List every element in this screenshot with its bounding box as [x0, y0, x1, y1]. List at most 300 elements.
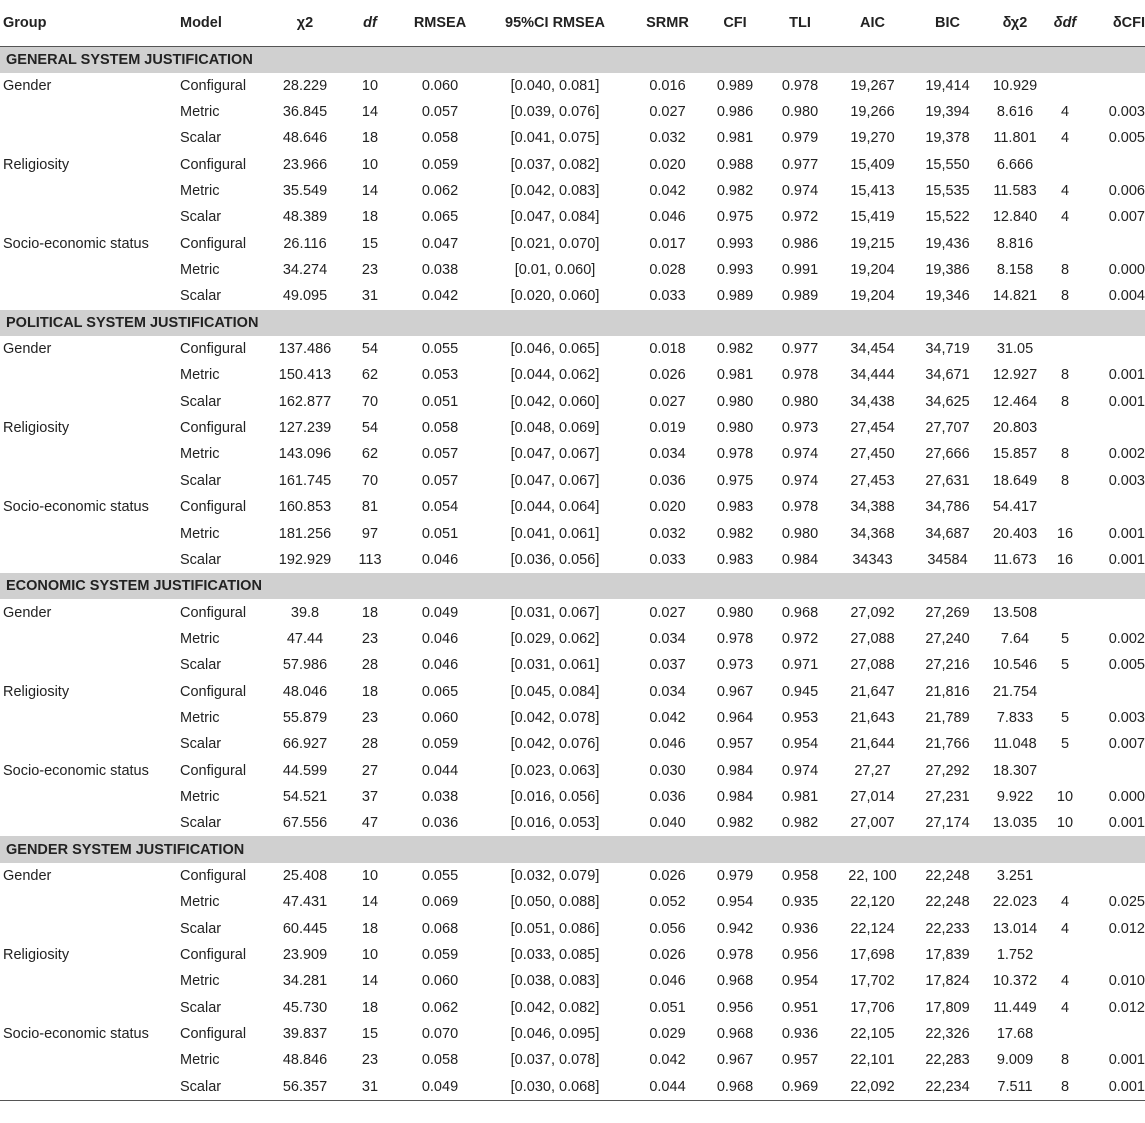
header-df: df [340, 0, 400, 46]
cell-delta-chi2: 22.023 [992, 894, 1038, 911]
cell-chi2: 127.239 [278, 420, 332, 437]
cell-delta-df [1045, 678, 1085, 704]
cell-srmr: 0.034 [649, 683, 686, 700]
cell-bic: 22,326 [925, 1026, 970, 1043]
cell-df: 14 [361, 183, 379, 200]
cell-df: 31 [361, 288, 379, 305]
cell-df: 15 [361, 235, 379, 252]
cell-ci-rmsea: [0.036, 0.056] [510, 551, 600, 568]
cell-tli: 0.978 [781, 499, 819, 516]
cell-df: 10 [361, 156, 379, 173]
table-row [0, 652, 1145, 678]
cell-cfi: 0.984 [716, 762, 754, 779]
cell-srmr: 0.040 [649, 815, 686, 832]
cell-cfi: 0.978 [716, 446, 754, 463]
cell-delta-df [1045, 415, 1085, 441]
cell-group [0, 389, 180, 415]
cell-model: Scalar [180, 999, 222, 1016]
cell-chi2: 47.431 [282, 894, 328, 911]
table-header [0, 0, 1145, 46]
cell-group [0, 916, 180, 942]
cell-cfi: 0.980 [716, 420, 754, 437]
cell-srmr: 0.029 [649, 1026, 686, 1043]
cell-group: Socio-economic status [3, 499, 149, 516]
cell-tli: 0.984 [781, 551, 819, 568]
cell-chi2: 49.095 [282, 288, 328, 305]
cell-df: 54 [361, 420, 379, 437]
cell-group: Socio-economic status [3, 1026, 149, 1043]
table-row [0, 757, 1145, 783]
cell-group [0, 178, 180, 204]
cell-bic: 22,248 [925, 894, 970, 911]
cell-chi2: 34.274 [282, 262, 328, 279]
cell-tli: 0.972 [781, 630, 819, 647]
cell-ci-rmsea: [0.016, 0.053] [510, 815, 600, 832]
cell-delta-df: 5 [1060, 736, 1070, 753]
table-row [0, 995, 1145, 1021]
cell-delta-chi2: 11.449 [993, 999, 1037, 1016]
cell-tli: 0.969 [765, 1074, 835, 1101]
cell-chi2: 39.8 [290, 604, 320, 621]
cell-tli: 0.974 [781, 472, 819, 489]
cell-group: Gender [3, 867, 52, 884]
cell-tli: 0.972 [781, 209, 819, 226]
table-row [0, 626, 1145, 652]
cell-srmr: 0.033 [649, 288, 686, 305]
cell-rmsea: 0.058 [421, 420, 459, 437]
cell-rmsea: 0.059 [421, 156, 459, 173]
table-row [0, 494, 1145, 520]
header-tli: TLI [765, 0, 835, 46]
cell-aic: 17,706 [850, 999, 895, 1016]
cell-bic: 34584 [927, 551, 968, 568]
cell-rmsea: 0.060 [421, 709, 459, 726]
cell-tli: 0.968 [781, 604, 819, 621]
table-row [0, 178, 1145, 204]
cell-delta-chi2: 10.546 [992, 657, 1038, 674]
cell-cfi: 0.978 [716, 630, 754, 647]
cell-tli: 0.978 [781, 367, 819, 384]
cell-model: Metric [180, 446, 220, 463]
cell-model: Scalar [180, 209, 222, 226]
cell-cfi: 0.981 [716, 367, 754, 384]
cell-ci-rmsea: [0.031, 0.067] [510, 604, 600, 621]
cell-tli: 0.953 [781, 709, 819, 726]
cell-delta-cfi: 0.002 [1108, 446, 1145, 463]
cell-delta-cfi: 0.003 [1108, 104, 1145, 121]
cell-rmsea: 0.046 [421, 657, 459, 674]
table-row [0, 1047, 1145, 1073]
cell-df: 15 [361, 1026, 379, 1043]
cell-bic: 27,231 [925, 788, 970, 805]
table-row [0, 863, 1145, 889]
cell-cfi: 0.956 [716, 999, 754, 1016]
cell-chi2: 48.646 [282, 130, 328, 147]
cell-cfi: 0.984 [716, 788, 754, 805]
cell-delta-cfi: 0.007 [1108, 736, 1145, 753]
cell-df: 23 [361, 1052, 379, 1069]
cell-srmr: 0.046 [649, 973, 686, 990]
cell-df: 18 [361, 130, 379, 147]
cell-bic: 15,550 [925, 156, 970, 173]
table-row [0, 152, 1145, 178]
cell-srmr: 0.028 [649, 262, 686, 279]
cell-srmr: 0.027 [649, 393, 686, 410]
cell-group [0, 257, 180, 283]
cell-aic: 27,088 [850, 630, 895, 647]
cell-aic: 21,643 [850, 709, 895, 726]
cell-rmsea: 0.051 [421, 393, 459, 410]
cell-cfi: 0.975 [716, 472, 754, 489]
cell-delta-chi2: 7.833 [996, 709, 1034, 726]
cell-tli: 0.974 [781, 183, 819, 200]
cell-rmsea: 0.057 [421, 446, 459, 463]
cell-bic: 22,248 [925, 867, 970, 884]
table-row [0, 968, 1145, 994]
cell-ci-rmsea: [0.020, 0.060] [510, 288, 600, 305]
cell-cfi: 0.968 [716, 973, 754, 990]
cell-cfi: 0.973 [716, 657, 754, 674]
cell-model: Scalar [180, 920, 222, 937]
cell-tli: 0.978 [781, 77, 819, 94]
cell-aic: 21,647 [850, 683, 895, 700]
cell-model: Configural [180, 156, 247, 173]
cell-aic: 19,204 [850, 262, 895, 279]
cell-ci-rmsea: [0.045, 0.084] [510, 683, 600, 700]
cell-cfi: 0.983 [716, 499, 754, 516]
cell-delta-chi2: 8.816 [996, 235, 1034, 252]
cell-tli: 0.980 [781, 104, 819, 121]
cell-rmsea: 0.058 [421, 1052, 459, 1069]
cell-df: 27 [361, 762, 379, 779]
cell-tli: 0.973 [781, 420, 819, 437]
cell-rmsea: 0.057 [421, 104, 459, 121]
cell-srmr: 0.042 [649, 183, 686, 200]
cell-group [0, 626, 180, 652]
cell-aic: 21,644 [850, 736, 895, 753]
table-row [0, 389, 1145, 415]
header-cfi: CFI [705, 0, 765, 46]
cell-delta-df: 8 [1060, 446, 1070, 463]
cell-delta-df [1045, 863, 1085, 889]
cell-srmr: 0.018 [649, 341, 686, 358]
section-title: GENERAL SYSTEM JUSTIFICATION [0, 46, 1145, 73]
cell-cfi: 0.967 [716, 1052, 754, 1069]
cell-model: Scalar [180, 130, 222, 147]
cell-bic: 27,216 [925, 657, 970, 674]
cell-delta-cfi [1085, 757, 1145, 783]
cell-tli: 0.954 [781, 736, 819, 753]
cell-bic: 19,386 [925, 262, 970, 279]
cell-chi2: 23.909 [282, 947, 328, 964]
section-title: GENDER SYSTEM JUSTIFICATION [0, 836, 1145, 862]
cell-ci-rmsea: [0.047, 0.067] [510, 446, 600, 463]
cell-bic: 21,766 [925, 736, 970, 753]
cell-srmr: 0.034 [649, 446, 686, 463]
cell-cfi: 0.964 [716, 709, 754, 726]
cell-delta-chi2: 8.616 [996, 104, 1034, 121]
cell-ci-rmsea: [0.029, 0.062] [510, 630, 600, 647]
cell-rmsea: 0.060 [421, 973, 459, 990]
cell-delta-chi2: 15.857 [992, 446, 1038, 463]
cell-delta-df: 8 [1060, 262, 1070, 279]
cell-group: Gender [3, 341, 52, 358]
cell-aic: 19,267 [850, 77, 895, 94]
cell-ci-rmsea: [0.033, 0.085] [510, 947, 600, 964]
cell-bic: 19,414 [925, 77, 970, 94]
cell-tli: 0.977 [781, 156, 819, 173]
cell-delta-cfi: 0.001 [1108, 551, 1145, 568]
cell-aic: 27,454 [850, 420, 895, 437]
cell-model: Metric [180, 1052, 220, 1069]
header-row [0, 0, 1145, 46]
cell-ci-rmsea: [0.037, 0.082] [510, 156, 600, 173]
cell-cfi: 0.957 [716, 736, 754, 753]
cell-delta-chi2: 18.649 [992, 472, 1038, 489]
cell-delta-chi2: 13.014 [992, 920, 1038, 937]
header-bic: BIC [910, 0, 985, 46]
cell-delta-chi2: 13.508 [992, 604, 1038, 621]
cell-tli: 0.986 [781, 235, 819, 252]
table-row [0, 283, 1145, 309]
cell-cfi: 0.980 [716, 604, 754, 621]
cell-delta-chi2: 1.752 [996, 947, 1034, 964]
cell-ci-rmsea: [0.030, 0.068] [480, 1074, 630, 1101]
cell-delta-chi2: 9.922 [996, 788, 1034, 805]
cell-chi2: 192.929 [278, 551, 332, 568]
cell-delta-cfi [1085, 152, 1145, 178]
cell-delta-chi2: 54.417 [992, 499, 1038, 516]
cell-delta-df: 10 [1056, 788, 1074, 805]
cell-rmsea: 0.059 [421, 947, 459, 964]
cell-cfi: 0.989 [716, 288, 754, 305]
cell-delta-df [1045, 336, 1085, 362]
table-row [0, 231, 1145, 257]
cell-aic: 19,266 [850, 104, 895, 121]
table-row [0, 415, 1145, 441]
cell-group: Religiosity [3, 156, 70, 173]
cell-cfi: 0.975 [716, 209, 754, 226]
cell-ci-rmsea: [0.032, 0.079] [510, 867, 600, 884]
cell-aic: 15,419 [850, 209, 895, 226]
cell-ci-rmsea: [0.01, 0.060] [514, 262, 596, 279]
cell-df: 62 [361, 446, 379, 463]
cell-ci-rmsea: [0.051, 0.086] [510, 920, 600, 937]
cell-bic: 22,283 [925, 1052, 970, 1069]
cell-delta-df: 4 [1060, 104, 1070, 121]
cell-srmr: 0.034 [649, 630, 686, 647]
section-title: ECONOMIC SYSTEM JUSTIFICATION [0, 573, 1145, 599]
cell-bic: 19,378 [925, 130, 970, 147]
section-header-row [0, 310, 1145, 336]
cell-group [0, 1074, 180, 1101]
cell-tli: 0.954 [781, 973, 819, 990]
cell-delta-df: 4 [1060, 894, 1070, 911]
cell-chi2: 137.486 [278, 341, 332, 358]
table-row [0, 916, 1145, 942]
cell-model: Metric [180, 709, 220, 726]
cell-model: Configural [180, 235, 247, 252]
cell-delta-cfi: 0.006 [1108, 183, 1145, 200]
cell-delta-df: 5 [1060, 709, 1070, 726]
cell-chi2: 35.549 [282, 183, 328, 200]
cell-cfi: 0.968 [705, 1074, 765, 1101]
cell-rmsea: 0.047 [421, 235, 459, 252]
cell-group: Socio-economic status [3, 235, 149, 252]
cell-chi2: 48.389 [282, 209, 328, 226]
cell-rmsea: 0.055 [421, 867, 459, 884]
cell-bic: 34,786 [925, 499, 970, 516]
cell-df: 18 [361, 683, 379, 700]
cell-aic: 22, 100 [848, 867, 897, 884]
cell-tli: 0.935 [781, 894, 819, 911]
cell-delta-chi2: 7.511 [985, 1074, 1045, 1101]
cell-tli: 0.951 [781, 999, 819, 1016]
cell-df: 28 [361, 736, 379, 753]
cell-srmr: 0.037 [649, 657, 686, 674]
cell-group [0, 968, 180, 994]
cell-cfi: 0.942 [716, 920, 754, 937]
cell-srmr: 0.019 [649, 420, 686, 437]
cell-model: Configural [180, 947, 247, 964]
cell-cfi: 0.986 [716, 104, 754, 121]
cell-chi2: 54.521 [282, 788, 328, 805]
cell-delta-chi2: 11.583 [993, 183, 1037, 200]
cell-bic: 34,719 [925, 341, 970, 358]
cell-aic: 27,092 [850, 604, 895, 621]
table-row [0, 257, 1145, 283]
cell-delta-cfi [1085, 336, 1145, 362]
header-rmsea: RMSEA [400, 0, 480, 46]
cell-aic: 34,368 [850, 525, 895, 542]
cell-ci-rmsea: [0.046, 0.065] [510, 341, 600, 358]
cell-tli: 0.981 [781, 788, 819, 805]
header-ci-rmsea: 95%CI RMSEA [480, 0, 630, 46]
cell-delta-cfi: 0.001 [1085, 1074, 1145, 1101]
cell-srmr: 0.042 [649, 1052, 686, 1069]
cell-aic: 27,088 [850, 657, 895, 674]
cell-delta-chi2: 18.307 [992, 762, 1038, 779]
cell-chi2: 160.853 [278, 499, 332, 516]
cell-delta-cfi: 0.025 [1108, 894, 1145, 911]
cell-delta-chi2: 20.803 [992, 420, 1038, 437]
cell-delta-chi2: 3.251 [996, 867, 1034, 884]
cell-chi2: 47.44 [286, 630, 324, 647]
cell-tli: 0.945 [781, 683, 819, 700]
cell-df: 54 [361, 341, 379, 358]
cell-srmr: 0.036 [649, 788, 686, 805]
cell-delta-df: 8 [1060, 367, 1070, 384]
cell-bic: 27,707 [925, 420, 970, 437]
cell-chi2: 55.879 [282, 709, 328, 726]
header-chi2: χ2 [270, 0, 340, 46]
cell-model: Metric [180, 262, 220, 279]
cell-df: 10 [361, 77, 379, 94]
cell-group [0, 99, 180, 125]
header-srmr: SRMR [630, 0, 705, 46]
cell-tli: 0.974 [781, 762, 819, 779]
cell-model: Configural [180, 1026, 247, 1043]
cell-srmr: 0.032 [649, 525, 686, 542]
cell-aic: 22,092 [835, 1074, 910, 1101]
cell-tli: 0.980 [781, 525, 819, 542]
cell-group [0, 652, 180, 678]
cell-df: 47 [361, 815, 379, 832]
table-row [0, 520, 1145, 546]
section-header-row [0, 46, 1145, 73]
cell-srmr: 0.020 [649, 499, 686, 516]
cell-delta-df: 4 [1060, 920, 1070, 937]
cell-delta-chi2: 14.821 [992, 288, 1038, 305]
cell-srmr: 0.036 [649, 472, 686, 489]
cell-group: Religiosity [3, 420, 70, 437]
cell-cfi: 0.993 [716, 235, 754, 252]
cell-bic: 34,687 [925, 525, 970, 542]
cell-delta-chi2: 10.929 [992, 77, 1038, 94]
cell-delta-cfi: 0.010 [1108, 973, 1145, 990]
cell-df: 18 [361, 999, 379, 1016]
cell-ci-rmsea: [0.039, 0.076] [510, 104, 600, 121]
cell-tli: 0.977 [781, 341, 819, 358]
cell-tli: 0.979 [781, 130, 819, 147]
cell-chi2: 150.413 [278, 367, 332, 384]
cell-model: Metric [180, 525, 220, 542]
cell-ci-rmsea: [0.041, 0.075] [510, 130, 600, 147]
table-row [0, 125, 1145, 151]
cell-chi2: 34.281 [282, 973, 328, 990]
cell-rmsea: 0.044 [421, 762, 459, 779]
cell-delta-cfi: 0.002 [1108, 630, 1145, 647]
cell-aic: 17,698 [850, 947, 895, 964]
cell-model: Configural [180, 499, 247, 516]
cell-model: Scalar [180, 393, 222, 410]
cell-cfi: 0.983 [716, 551, 754, 568]
cell-delta-cfi: 0.001 [1108, 525, 1145, 542]
cell-srmr: 0.052 [649, 894, 686, 911]
cell-model: Metric [180, 183, 220, 200]
cell-df: 14 [361, 973, 379, 990]
cell-delta-df [1045, 73, 1085, 99]
table-row [0, 942, 1145, 968]
cell-bic: 17,824 [925, 973, 970, 990]
cell-rmsea: 0.049 [400, 1074, 480, 1101]
cell-group [0, 731, 180, 757]
cell-rmsea: 0.038 [421, 262, 459, 279]
cell-ci-rmsea: [0.042, 0.082] [510, 999, 600, 1016]
cell-chi2: 36.845 [282, 104, 328, 121]
header-delta-df: δdf [1045, 0, 1085, 46]
cell-model: Scalar [180, 288, 222, 305]
cell-rmsea: 0.036 [421, 815, 459, 832]
cell-srmr: 0.026 [649, 367, 686, 384]
table-row [0, 678, 1145, 704]
header-delta-cfi: δCFI [1085, 0, 1145, 46]
cell-delta-cfi: 0.012 [1108, 920, 1145, 937]
header-delta-chi2: δχ2 [985, 0, 1045, 46]
cell-ci-rmsea: [0.050, 0.088] [510, 894, 600, 911]
cell-delta-cfi [1085, 599, 1145, 625]
cell-tli: 0.991 [781, 262, 819, 279]
cell-delta-cfi [1085, 942, 1145, 968]
cell-srmr: 0.020 [649, 156, 686, 173]
cell-bic: 21,789 [925, 709, 970, 726]
cell-cfi: 0.967 [716, 683, 754, 700]
cell-delta-cfi: 0.001 [1108, 815, 1145, 832]
cell-model: Metric [180, 630, 220, 647]
cell-delta-chi2: 12.464 [992, 393, 1038, 410]
section-header-row [0, 573, 1145, 599]
cell-group: Socio-economic status [3, 762, 149, 779]
